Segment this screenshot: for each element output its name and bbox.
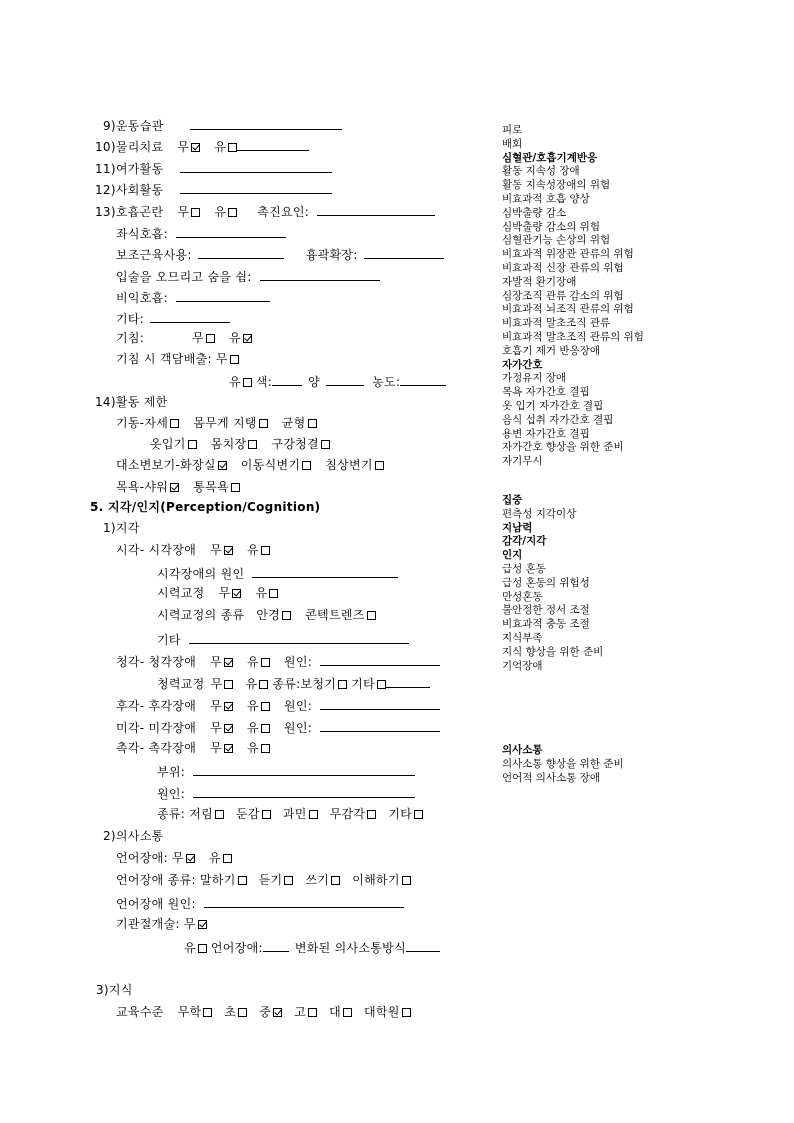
vision-row: 시각- 시각장애 무 유 xyxy=(116,543,270,557)
trigger-factor-field[interactable] xyxy=(317,203,435,216)
diagnosis-item: 심혈관기능 손상의 위험 xyxy=(502,234,611,247)
hearing-no-checkbox[interactable] xyxy=(224,658,233,667)
diagnosis-item: 가정유지 장애 xyxy=(502,372,567,385)
diagnosis-item: 비효과적 충동 조절 xyxy=(502,618,590,631)
bedpan-checkbox[interactable] xyxy=(375,461,384,470)
diagnosis-item: 급성 혼동 xyxy=(502,562,546,575)
hearing-corr-yes-checkbox[interactable] xyxy=(259,680,268,689)
mobility-row: 기동-자세 몸무게 지탱 균형 xyxy=(116,416,317,430)
taste-row: 미각- 미각장애 무 유 원인: xyxy=(116,719,440,735)
diagnosis-item: 호흡기 제거 반응장애 xyxy=(502,344,600,357)
hearing-correction-row: 청력교정 무 유 종류:보청기 기타 xyxy=(157,675,430,691)
social-activity-row: 12)사회활동 xyxy=(95,181,332,197)
changed-communication-field[interactable] xyxy=(406,939,440,952)
tracheostomy-yes-checkbox[interactable] xyxy=(198,944,207,953)
smell-no-checkbox[interactable] xyxy=(224,702,233,711)
touch-no-checkbox[interactable] xyxy=(224,744,233,753)
taste-yes-checkbox[interactable] xyxy=(261,724,270,733)
diagnosis-category: 의사소통 xyxy=(502,744,543,756)
hearing-other-checkbox[interactable] xyxy=(377,680,386,689)
physical-therapy-field[interactable] xyxy=(237,138,309,151)
taste-cause-field[interactable] xyxy=(320,719,440,732)
smell-cause-field[interactable] xyxy=(320,697,440,710)
numbness-checkbox[interactable] xyxy=(215,810,224,819)
diagnosis-item: 불안정한 정서 조절 xyxy=(502,604,590,617)
diagnosis-category: 인지 xyxy=(502,549,523,562)
diagnosis-item: 심박출량 감소의 위험 xyxy=(502,220,600,233)
edu-college-checkbox[interactable] xyxy=(343,1008,352,1017)
resp-other-row: 기타: xyxy=(116,310,230,326)
diagnosis-list-perception xyxy=(502,494,603,673)
diagnosis-item: 비효과적 신장 관류의 위험 xyxy=(502,261,624,274)
edu-none-checkbox[interactable] xyxy=(203,1008,212,1017)
pursed-lip-row: 입술을 오므리고 숨을 쉼: xyxy=(116,268,380,284)
dyspnea-yes-checkbox[interactable] xyxy=(228,208,237,217)
diagnosis-item: 지식부족 xyxy=(502,631,543,644)
diagnosis-item: 편측성 지각이상 xyxy=(502,507,577,520)
diagnosis-item: 기억장애 xyxy=(502,659,543,672)
diagnosis-item: 지식 향상을 위한 준비 xyxy=(502,645,604,658)
tracheostomy-no-checkbox[interactable] xyxy=(198,920,207,929)
cough-row: 기침: 무 유 xyxy=(116,331,252,345)
leisure-field[interactable] xyxy=(180,160,332,173)
dressing-row: 옷입기 몸치장 구강청결 xyxy=(150,437,330,451)
smell-yes-checkbox[interactable] xyxy=(261,702,270,711)
taste-no-checkbox[interactable] xyxy=(224,724,233,733)
posture-checkbox[interactable] xyxy=(170,419,179,428)
balance-checkbox[interactable] xyxy=(308,419,317,428)
diagnosis-item: 자가간호 향상을 위한 준비 xyxy=(502,441,624,454)
touch-cause-row: 원인: xyxy=(157,785,415,801)
leisure-row: 11)여가활동 xyxy=(95,160,332,176)
edu-middle-checkbox[interactable] xyxy=(273,1008,282,1017)
diagnosis-item: 피로 xyxy=(502,124,523,136)
diagnosis-item: 비효과적 위장관 관류의 위험 xyxy=(502,248,634,261)
sputum-row: 기침 시 객담배출: 무 xyxy=(116,352,239,366)
orthopnea-row: 좌식호흡: xyxy=(116,225,286,241)
correction-no-checkbox[interactable] xyxy=(232,589,241,598)
commode-checkbox[interactable] xyxy=(302,461,311,470)
diagnosis-item: 비효과적 말초조직 관류 xyxy=(502,317,611,330)
diagnosis-category: 감각/지각 xyxy=(502,535,547,548)
sputum-yes-checkbox[interactable] xyxy=(243,378,252,387)
sputum-consistency-field[interactable] xyxy=(400,373,446,386)
touch-site-field[interactable] xyxy=(193,763,415,776)
diagnosis-item: 용변 자가간호 결핍 xyxy=(502,427,590,440)
speech-disorder-row: 언어장애: 무 유 xyxy=(116,851,232,865)
diagnosis-list-communication xyxy=(502,744,624,785)
diagnosis-item: 심박출량 감소 xyxy=(502,206,567,219)
tub-bath-checkbox[interactable] xyxy=(231,483,240,492)
touch-row: 촉각- 촉각장애 무 유 xyxy=(116,741,270,755)
sputum-amount-field[interactable] xyxy=(326,373,364,386)
communication-heading: 2)의사소통 xyxy=(103,829,164,843)
dyspnea-row: 13)호흡곤란 무 유 촉진요인: xyxy=(95,203,435,219)
vision-cause-row: 시각장애의 원인 xyxy=(157,565,398,581)
touch-other-checkbox[interactable] xyxy=(414,810,423,819)
hearing-yes-checkbox[interactable] xyxy=(261,658,270,667)
vision-no-checkbox[interactable] xyxy=(224,546,233,555)
cough-yes-checkbox[interactable] xyxy=(243,334,252,343)
vision-yes-checkbox[interactable] xyxy=(261,546,270,555)
sputum-color-field[interactable] xyxy=(272,373,302,386)
diagnosis-category: 심혈관/호흡기계반응 xyxy=(502,151,598,164)
exercise-habit-row xyxy=(103,117,342,133)
diagnosis-item: 목욕 자가간호 결핍 xyxy=(502,386,590,399)
nasal-flaring-field[interactable] xyxy=(176,289,270,302)
dull-checkbox[interactable] xyxy=(262,810,271,819)
diagnosis-list-activity xyxy=(502,124,644,469)
speaking-checkbox[interactable] xyxy=(238,876,247,885)
writing-checkbox[interactable] xyxy=(331,876,340,885)
diagnosis-item: 자기무시 xyxy=(502,455,543,468)
diagnosis-item: 배회 xyxy=(502,137,523,150)
speech-disorder-field[interactable] xyxy=(263,939,289,952)
diagnosis-item: 옷 입기 자가간호 결핍 xyxy=(502,399,604,412)
hypersensitive-checkbox[interactable] xyxy=(309,810,318,819)
activity-limit-row: 14)활동 제한 xyxy=(95,395,168,409)
oral-hygiene-checkbox[interactable] xyxy=(321,440,330,449)
smell-row: 후각- 후각장애 무 유 원인: xyxy=(116,697,440,713)
hearing-aid-checkbox[interactable] xyxy=(338,680,347,689)
diagnosis-item: 비효과적 뇌조직 관류의 위험 xyxy=(502,303,634,316)
diagnosis-category: 집중 xyxy=(502,494,523,506)
tracheostomy-row: 기관절개술: 무 xyxy=(116,917,207,931)
touch-yes-checkbox[interactable] xyxy=(261,744,270,753)
correction-type-row: 시력교정의 종류 안경 콘텍트렌즈 xyxy=(157,608,376,622)
physical-therapy-no-checkbox[interactable] xyxy=(191,143,200,152)
tracheostomy-yes-row: 유 언어장애: 변화된 의사소통방식 xyxy=(184,939,440,955)
orthopnea-field[interactable] xyxy=(176,225,286,238)
speech-yes-checkbox[interactable] xyxy=(223,854,232,863)
pursed-lip-field[interactable] xyxy=(260,268,380,281)
speech-cause-row: 언어장애 원인: xyxy=(116,895,404,911)
social-activity-field[interactable] xyxy=(180,181,332,194)
edu-high-checkbox[interactable] xyxy=(308,1008,317,1017)
hearing-corr-no-checkbox[interactable] xyxy=(224,680,233,689)
sputum-no-checkbox[interactable] xyxy=(230,355,239,364)
diagnosis-item: 비효과적 호흡 양상 xyxy=(502,192,590,205)
numb-checkbox[interactable] xyxy=(367,810,376,819)
vision-correction-row: 시력교정 무 유 xyxy=(157,586,278,600)
chest-expansion-field[interactable] xyxy=(364,246,444,259)
diagnosis-item: 의사소통 향상을 위한 준비 xyxy=(502,757,624,770)
diagnosis-item: 언어적 의사소통 장애 xyxy=(502,771,600,784)
nasal-flaring-row: 비익호흡: xyxy=(116,289,270,305)
correction-yes-checkbox[interactable] xyxy=(269,589,278,598)
sputum-detail-row: 유 색: 양 농도: xyxy=(229,373,446,389)
correction-other-row: 기타 xyxy=(157,631,409,647)
speech-no-checkbox[interactable] xyxy=(186,854,195,863)
section-5-title: 5. 지각/인지(Perception/Cognition) xyxy=(90,500,321,514)
touch-type-row: 종류: 저림 둔감 과민 무감각 기타 xyxy=(157,807,423,821)
diagnosis-category: 자가간호 xyxy=(502,358,543,371)
correction-other-field[interactable] xyxy=(189,631,409,644)
edu-elementary-checkbox[interactable] xyxy=(238,1008,247,1017)
knowledge-heading: 3)지식 xyxy=(96,983,133,997)
diagnosis-item: 비효과적 말초조직 관류의 위험 xyxy=(502,330,644,343)
diagnosis-item: 만성혼동 xyxy=(502,590,543,603)
diagnosis-item: 활동 지속성 장애 xyxy=(502,165,580,178)
dyspnea-no-checkbox[interactable] xyxy=(191,208,200,217)
accessory-muscle-row: 보조근육사용: 흉곽확장: xyxy=(116,246,444,262)
exercise-habit-field[interactable] xyxy=(190,117,342,130)
toilet-checkbox[interactable] xyxy=(218,461,227,470)
diagnosis-category: 지남력 xyxy=(502,521,533,534)
cough-no-checkbox[interactable] xyxy=(206,334,215,343)
touch-cause-field[interactable] xyxy=(193,785,415,798)
diagnosis-item: 심장조직 관류 감소의 위험 xyxy=(502,289,624,302)
diagnosis-item: 급성 혼동의 위험성 xyxy=(502,576,590,589)
vision-cause-field[interactable] xyxy=(252,565,398,578)
physical-therapy-row: 10)물리치료 무 유 xyxy=(95,138,309,154)
perception-heading: 1)지각 xyxy=(103,521,140,535)
toileting-row: 대소변보기-화장실 이동식변기 침상변기 xyxy=(116,458,384,472)
understanding-checkbox[interactable] xyxy=(402,876,411,885)
diagnosis-item: 활동 지속성장애의 위험 xyxy=(502,179,611,192)
education-row: 교육수준 무학 초 중 고 대 대학원 xyxy=(116,1005,411,1019)
hearing-cause-field[interactable] xyxy=(320,653,440,666)
speech-cause-field[interactable] xyxy=(204,895,404,908)
shower-checkbox[interactable] xyxy=(170,483,179,492)
speech-type-row: 언어장애 종류: 말하기 듣기 쓰기 이해하기 xyxy=(116,873,411,887)
hearing-row: 청각- 청각장애 무 유 원인: xyxy=(116,653,440,669)
touch-site-row: 부위: xyxy=(157,763,415,779)
contact-lens-checkbox[interactable] xyxy=(367,611,376,620)
physical-therapy-yes-checkbox[interactable] xyxy=(228,143,237,152)
bathing-row: 목욕-샤워 통목욕 xyxy=(116,480,240,494)
dressing-checkbox[interactable] xyxy=(188,440,197,449)
edu-graduate-checkbox[interactable] xyxy=(402,1008,411,1017)
glasses-checkbox[interactable] xyxy=(282,611,291,620)
diagnosis-item: 자발적 환기장애 xyxy=(502,275,577,288)
diagnosis-item: 음식 섭취 자가간호 결핍 xyxy=(502,413,614,426)
resp-other-field[interactable] xyxy=(150,310,230,323)
hearing-other-field[interactable] xyxy=(386,675,430,688)
weight-bearing-checkbox[interactable] xyxy=(259,419,268,428)
accessory-muscle-field[interactable] xyxy=(198,246,284,259)
exercise-habit-label: 9)운동습관 xyxy=(103,119,164,133)
listening-checkbox[interactable] xyxy=(284,876,293,885)
grooming-checkbox[interactable] xyxy=(248,440,257,449)
